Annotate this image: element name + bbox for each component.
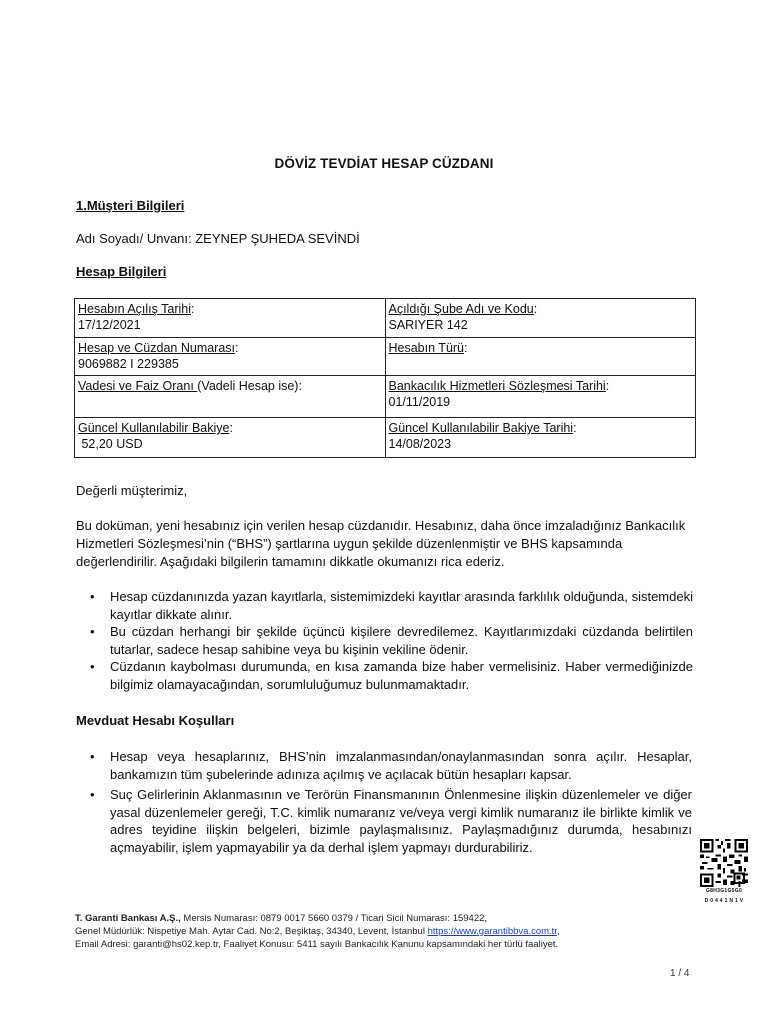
footer-registry: Mersis Numarası: 0879 0017 5660 0379 / Ticari Sicil Numarası: 159422, [180, 913, 488, 924]
field-value: SARIYER 142 [388, 318, 468, 332]
table-cell [385, 338, 696, 376]
deposit-conditions-heading: Mevduat Hesabı Koşulları [76, 713, 235, 728]
field-label: Güncel Kullanılabilir Bakiye [78, 421, 230, 435]
account-info-table [74, 298, 696, 458]
list-item [76, 748, 692, 783]
list-item-text: Cüzdanın kaybolması durumunda, en kısa zamanda bize haber vermelisiniz. Haber vermediğinizde bilgimiz olamayacağından, sorumluluğumuz bulunmamaktadır. [110, 659, 693, 692]
footer-line-2 [75, 925, 560, 938]
list-item [76, 786, 692, 856]
field-label: Hesabın Açılış Tarihi [78, 302, 192, 316]
footer-company: T. Garanti Bankası A.Ş., [75, 913, 181, 924]
field-label-suffix: : [229, 421, 233, 435]
table-cell [75, 418, 386, 458]
field-label-suffix: : [605, 379, 610, 393]
table-row [75, 418, 696, 458]
field-label: Vadesi ve Faiz Oranı [78, 379, 198, 393]
field-value: 9069882 I 229385 [78, 357, 179, 371]
table-cell [75, 299, 386, 338]
page-number: 1 / 4 [670, 968, 690, 979]
table-cell [385, 299, 696, 338]
qr-code-icon [700, 839, 748, 887]
table-row [75, 299, 696, 338]
list-item [76, 623, 693, 658]
info-bullet-list [76, 588, 693, 693]
field-label-suffix: : [235, 341, 239, 355]
field-label-suffix: : [191, 302, 195, 316]
field-label: Hesabın Türü [388, 341, 465, 355]
field-label: Açıldığı Şube Adı ve Kodu [388, 302, 534, 316]
greeting: Değerli müşterimiz, [76, 483, 188, 498]
field-label-suffix: : [533, 302, 538, 316]
intro-paragraph: Bu doküman, yeni hesabınız için verilen hesap cüzdanıdır. Hesabınız, daha önce imzaladığınız Bankacılık Hizmetleri Sözleşmesi’nin (“BHS”) şartlarına uygun şekilde düzenlenmiştir ve BHS kapsamında değerlendirilir. Aşağıdaki bilgilerin tamamını dikkatle okumanızı rica ederiz. [76, 518, 686, 569]
bullet-icon: • [90, 659, 95, 674]
list-item-text: Hesap cüzdanınızda yazan kayıtlarla, sistemimizdeki kayıtlar arasında farklılık olduğunda, sistemdeki kayıtlar dikkate alınır. [110, 589, 693, 622]
table-cell [75, 338, 386, 376]
customer-name-line: Adı Soyadı/ Unvanı: ZEYNEP ŞUHEDA SEVİNDİ [76, 231, 360, 246]
document-title: DÖVİZ TEVDİAT HESAP CÜZDANI [274, 156, 494, 171]
field-label: Güncel Kullanılabilir Bakiye Tarihi [388, 421, 574, 435]
footer-line-1 [75, 912, 560, 925]
list-item-text: Hesap veya hesaplarınız, BHS’nin imzalanmasından/onaylanmasından sonra açılır. Hesaplar, bankamızın tüm şubelerinde adınıza açılmış ve açılacak bütün hesapları kapsar. [110, 749, 692, 782]
list-item-text: Bu cüzdan herhangi bir şekilde üçüncü kişilere devredilemez. Kayıtlarımızdaki cüzdanda belirtilen tutarlar, sadece hesap sahibine veya bu kişinin vekiline ödenir. [110, 624, 693, 657]
table-cell [385, 418, 696, 458]
field-label-suffix: (Vadeli Hesap ise): [197, 379, 302, 393]
table-cell [75, 376, 386, 418]
account-info-heading: Hesap Bilgileri [76, 264, 167, 279]
qr-caption-line1: G8H3G1G5G0 [705, 888, 743, 894]
footer [75, 912, 560, 951]
bullet-icon: • [90, 787, 95, 802]
table-row [75, 338, 696, 376]
table-row [75, 376, 696, 418]
bullet-icon: • [90, 749, 95, 764]
customer-info-heading: 1.Müşteri Bilgileri [76, 198, 185, 213]
website-link[interactable]: https://www.garantibbva.com.tr [427, 926, 557, 937]
footer-address: Genel Müdürlük: Nispetiye Mah. Aytar Cad. No:2, Beşiktaş, 34340, Levent, İstanbul [75, 926, 428, 937]
bullet-icon: • [90, 624, 95, 639]
field-value: 52,20 USD [78, 437, 143, 451]
field-value: 14/08/2023 [388, 437, 452, 451]
conditions-bullet-list [76, 748, 692, 856]
table-cell [385, 376, 696, 418]
list-item [76, 658, 693, 693]
field-value: 17/12/2021 [78, 318, 141, 332]
field-label-suffix: : [573, 421, 577, 435]
footer-line-3: Email Adresi: garanti@hs02.kep.tr, Faaliyet Konusu: 5411 sayılı Bankacılık Kanunu kapsamındaki her türlü faaliyet. [75, 939, 559, 950]
field-label-suffix: : [464, 341, 468, 355]
field-label: Bankacılık Hizmetleri Sözleşmesi Tarihi [388, 379, 606, 393]
field-label: Hesap ve Cüzdan Numarası [78, 341, 236, 355]
field-value: 01/11/2019 [388, 395, 451, 409]
list-item [76, 588, 693, 623]
footer-comma: , [556, 926, 560, 937]
list-item-text: Suç Gelirlerinin Aklanmasının ve Terörün Finansmanının Önlenmesine ilişkin düzenlemeler ve diğer yasal düzenlemeler gereği, T.C. kimlik numaranız ve/veya vergi kimlik numaranız ile birlikte kimlik ve adres teyidine ilişkin belgeleri, bizimle paylaşmalısınız. Paylaşmadığınız durumda, hesabınızı açmayabilir, işlem yapmayabilir ya da derhal işlem yapmayı durdurabiliriz. [110, 787, 692, 855]
bullet-icon: • [90, 589, 95, 604]
qr-caption-line2: D 0 4 4 1 N 1 V [704, 898, 744, 904]
